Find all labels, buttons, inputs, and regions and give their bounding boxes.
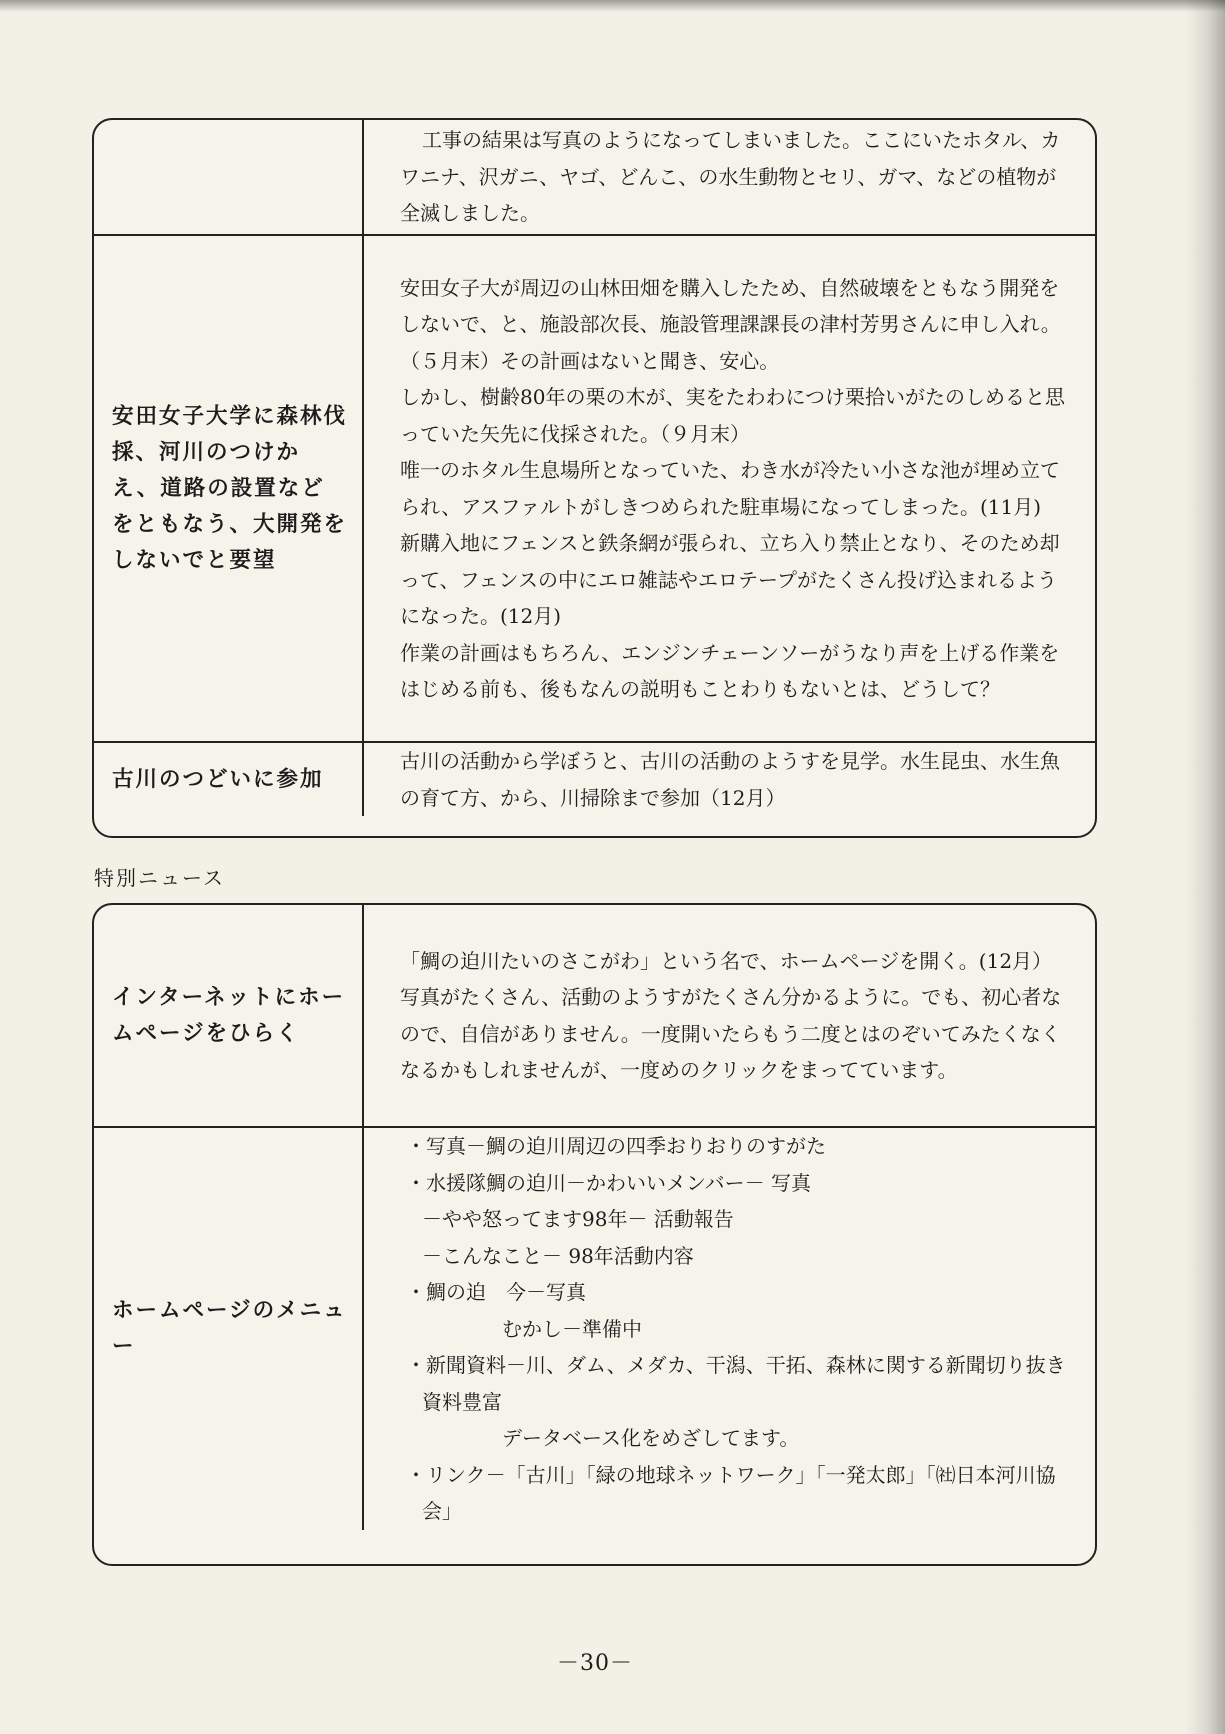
news-table <box>92 903 1097 1566</box>
row-heading: ホームページのメニュー <box>94 1127 363 1530</box>
list-subitem: むかし－準備中 <box>502 1316 642 1341</box>
row-heading: インターネットにホームページをひらく <box>94 905 363 1127</box>
list-subitem: －こんなこと－ 98年活動内容 <box>422 1243 694 1268</box>
table-row <box>94 235 1095 742</box>
table-row <box>94 1127 1095 1530</box>
table-row <box>94 905 1095 1127</box>
table-row <box>94 742 1095 816</box>
news-table-grid <box>94 905 1095 1530</box>
list-item: ・新聞資料－川、ダム、メダカ、干潟、干拓、森林に関する新聞切り抜き資料豊富 <box>406 1353 1066 1414</box>
section-label: 特別ニュース <box>94 866 225 890</box>
row-content <box>363 120 1095 235</box>
row-heading: 安田女子大学に森林伐採、河川のつけかえ、道路の設置などをともなう、大開発をしないでと要望 <box>94 235 363 742</box>
row-content <box>363 235 1095 742</box>
paragraph: しかし、樹齢80年の栗の木が、実をたわわにつけ栗拾いがたのしめると思っていた矢先に伐採された。（９月末） <box>400 385 1066 446</box>
paragraph: 工事の結果は写真のようになってしまいました。ここにいたホタル、カワニナ、沢ガニ、ヤゴ、どんこ、の水生動物とセリ、ガマ、などの植物が全滅しました。 <box>400 128 1061 226</box>
page-number: －30－ <box>557 1651 633 1676</box>
paragraph: 「鯛の迫川たいのさこがわ」という名で、ホームページを開く。(12月）写真がたくさん、活動のようすがたくさん分かるように。でも、初心者なので、自信がありません。一度開いたらもう二度とはのぞいてみたくなくなるかもしれませんが、一度めのクリックをまってています。 <box>400 948 1062 1082</box>
list-item: ・水援隊鯛の迫川－かわいいメンバー－ 写真 <box>406 1170 811 1195</box>
activity-table-grid <box>94 120 1095 816</box>
table-row <box>94 120 1095 235</box>
paragraph: 新購入地にフェンスと鉄条網が張られ、立ち入り禁止となり、そのため却って、フェンスの中にエロ雑誌やエロテープがたくさん投げ込まれるようになった。(12月) <box>400 531 1060 628</box>
row-content <box>363 742 1095 816</box>
list-item: ・鯛の迫 今－写真 <box>406 1280 586 1304</box>
page-binding-edge <box>1185 0 1225 1734</box>
list-subitem: －やや怒ってます98年－ 活動報告 <box>422 1207 734 1231</box>
paragraph: 安田女子大が周辺の山林田畑を購入したため、自然破壊をともなう開発をしないで、と、施設部次長、施設管理課課長の津村芳男さんに申し入れ。（５月末）その計画はないと聞き、安心。 <box>400 275 1061 373</box>
row-heading <box>94 120 363 235</box>
list-item: ・リンク－「古川」「緑の地球ネットワーク」「一発太郎」「㈳日本河川協会」 <box>406 1462 1056 1523</box>
paragraph: 唯一のホタル生息場所となっていた、わき水が冷たい小さな池が埋め立てられ、アスファルトがしきつめられた駐車場になってしまった。(11月) <box>400 458 1060 519</box>
row-content <box>363 905 1095 1127</box>
list-subitem: データベース化をめざしてます。 <box>502 1426 800 1450</box>
paragraph: 古川の活動から学ぼうと、古川の活動のようすを見学。水生昆虫、水生魚の育て方、から、川掃除まで参加（12月） <box>400 749 1060 810</box>
menu-list <box>363 1127 1095 1530</box>
activity-table <box>92 118 1097 838</box>
list-item: ・写真－鯛の迫川周辺の四季おりおりのすがた <box>406 1134 826 1158</box>
scan-top-shadow <box>0 0 1225 12</box>
row-heading: 古川のつどいに参加 <box>94 742 363 816</box>
paragraph: 作業の計画はもちろん、エンジンチェーンソーがうなり声を上げる作業をはじめる前も、後もなんの説明もことわりもないとは、どうして？ <box>400 640 1060 701</box>
